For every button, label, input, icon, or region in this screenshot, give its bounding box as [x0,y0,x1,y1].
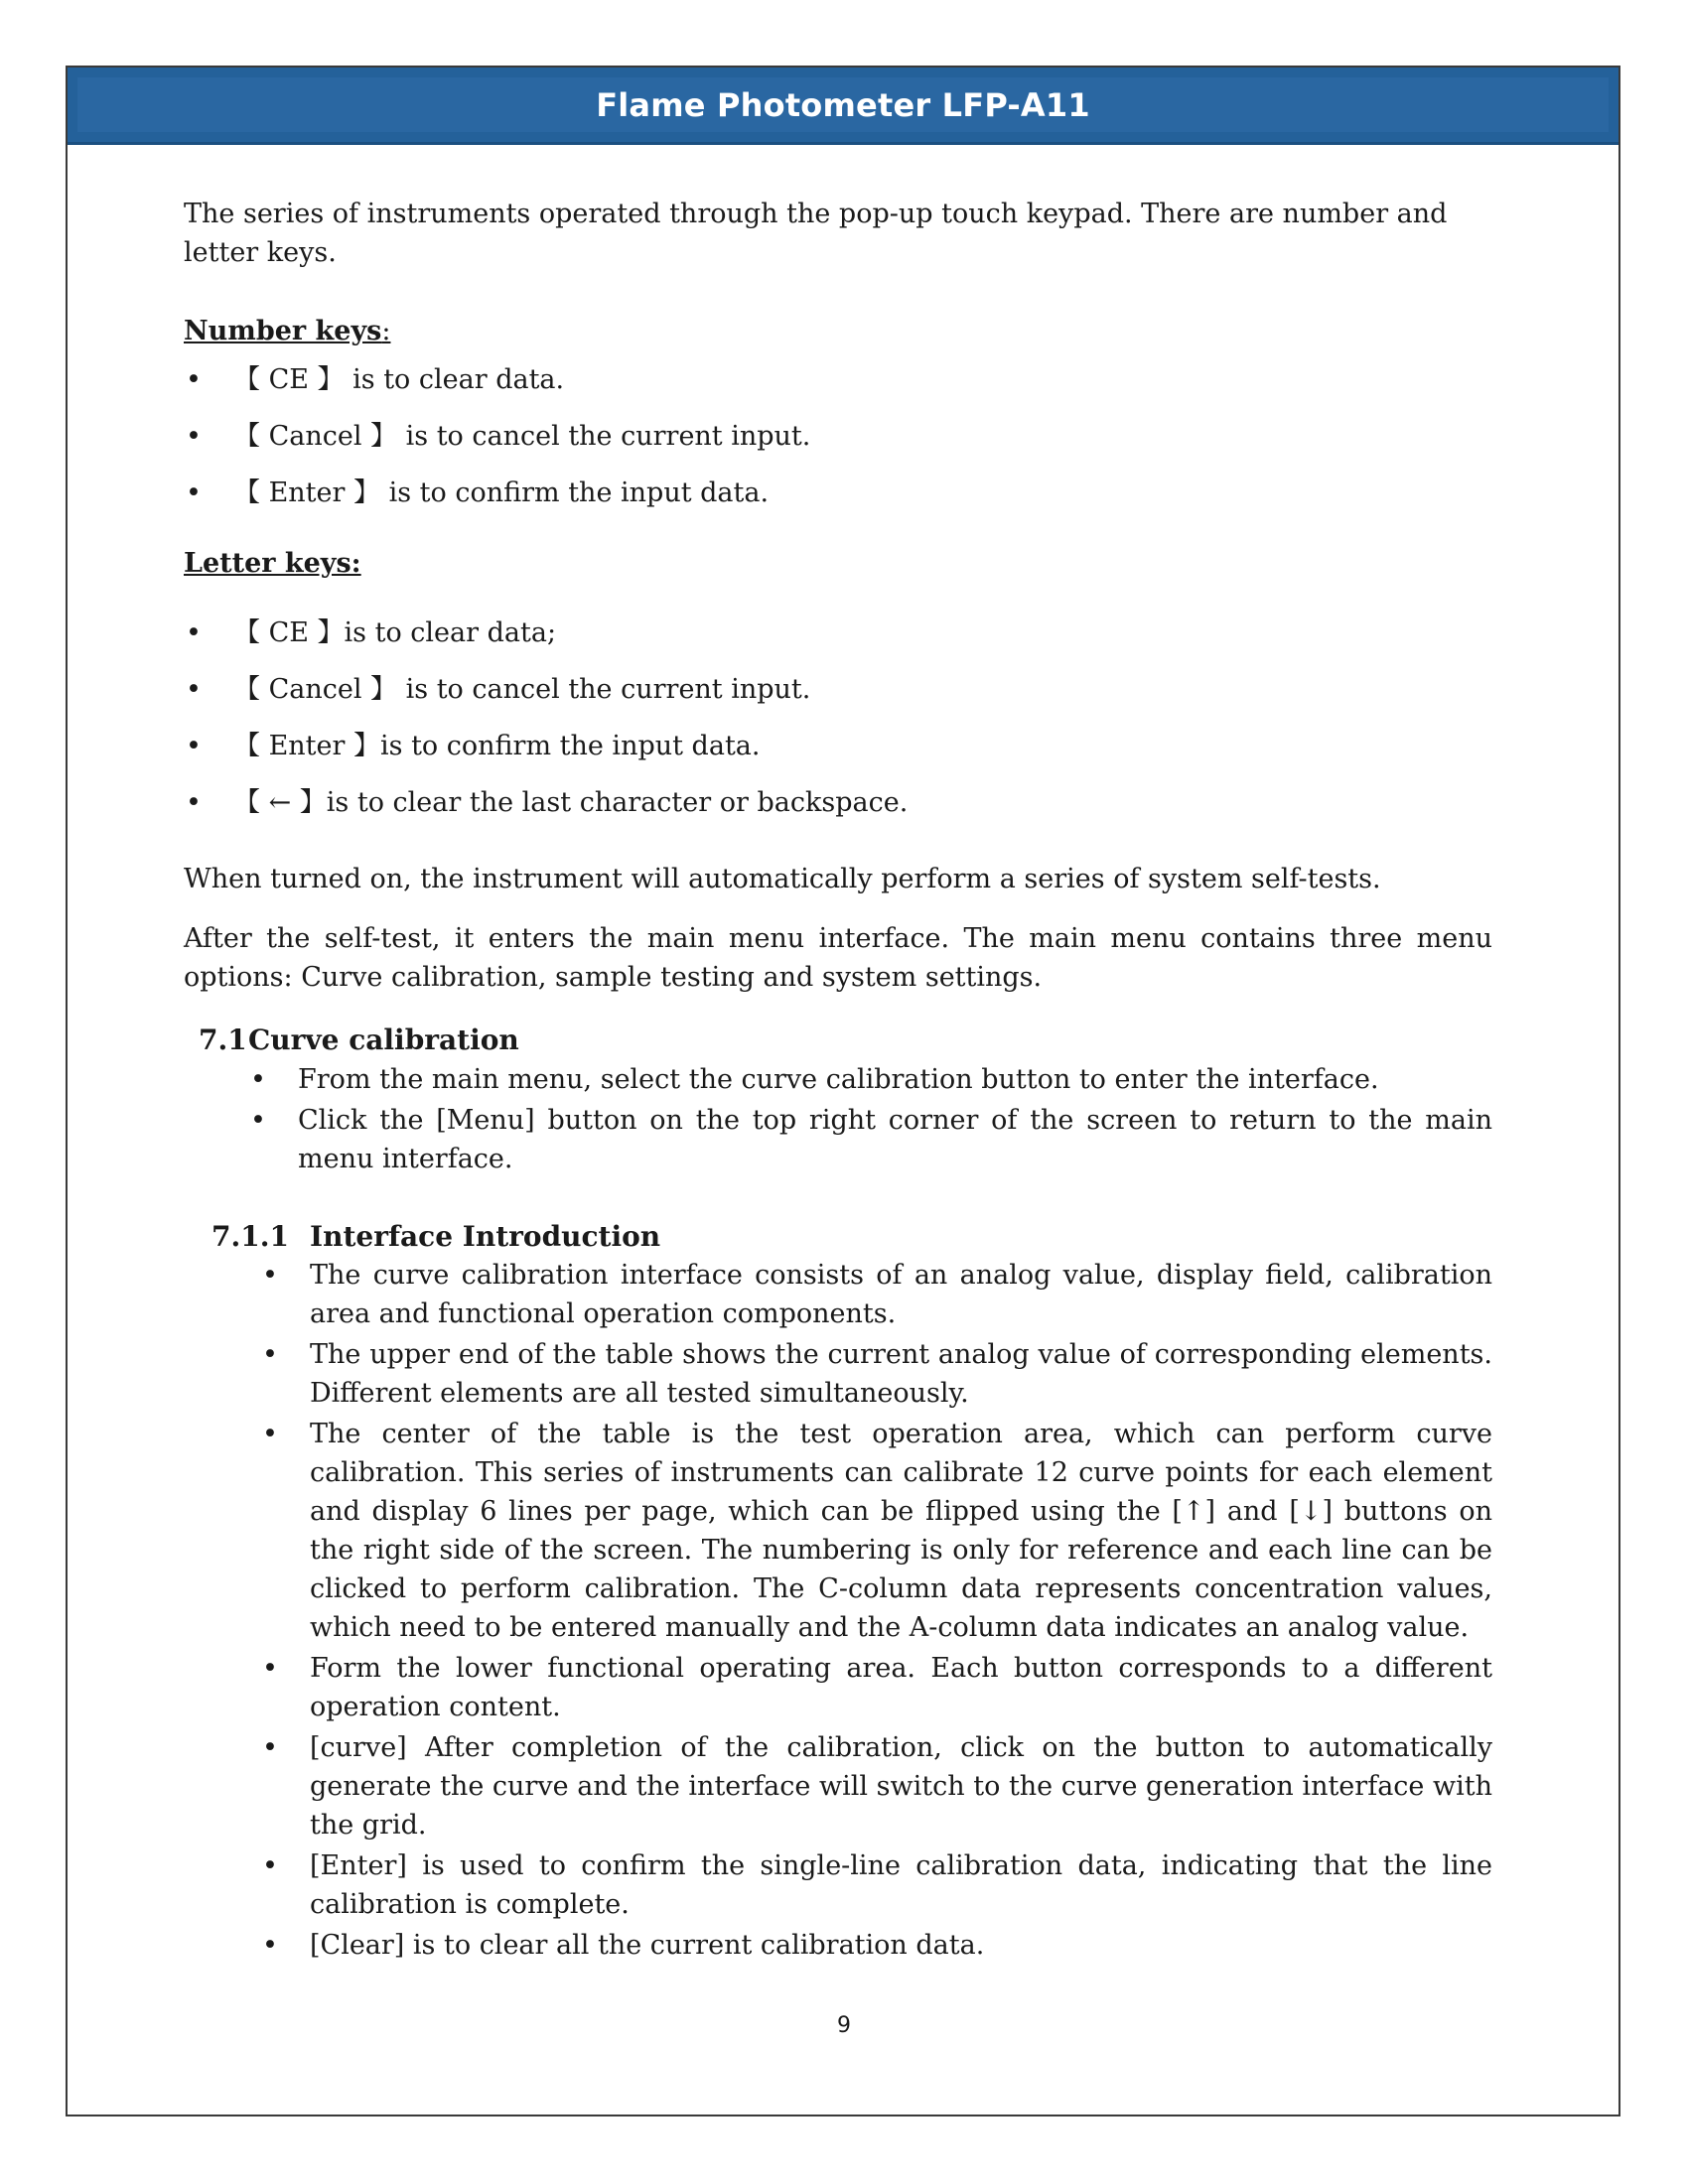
list-item: • [curve] After completion of the calibration, click on the button to automatically generate the curve and the interface will switch to the curve generation interface with the grid. [260,1728,1492,1844]
main-menu-paragraph: After the self-test, it enters the main menu interface. The main menu contains three menu options: Curve calibration, sample testing and system settings. [184,923,1492,993]
list-item: • [Clear] is to clear all the current calibration data. [260,1926,1492,1965]
list-item: • Form the lower functional operating area. Each button corresponds to a different operation content. [260,1649,1492,1726]
list-item: • 【 Cancel 】 is to cancel the current input. [184,417,1492,456]
power-on-paragraph: When turned on, the instrument will automatically perform a series of system self-tests. [184,864,1381,894]
number-keys-colon: : [381,316,391,346]
list-item: • 【 CE 】 is to clear data. [184,360,1492,399]
section-7-1-1-list [260,1256,1492,1967]
list-item: • The center of the table is the test operation area, which can perform curve calibration. This series of instruments can calibrate 12 curve points for each element and display 6 lines per page, which can be flipped using the [↑] and [↓] buttons on the right side of the screen. The numbering is only for reference and each line can be clicked to perform calibration. The C-column data represents concentration values, which need to be entered manually and the A-column data indicates an analog value. [260,1415,1492,1647]
number-keys-list [184,360,1492,530]
letter-keys-list [184,614,1492,840]
letter-keys-heading: Letter keys: [184,548,361,579]
list-item: • [Enter] is used to confirm the single-line calibration data, indicating that the line calibration is complete. [260,1846,1492,1924]
section-7-1-1-title: Interface Introduction [310,1220,661,1253]
list-item: • 【 Enter 】 is to confirm the input data. [184,474,1492,512]
list-item: • Click the [Menu] button on the top right corner of the screen to return to the main menu interface. [248,1101,1492,1178]
list-item: • The upper end of the table shows the current analog value of corresponding elements. Different elements are all tested simultaneously. [260,1335,1492,1413]
list-item: • 【 Cancel 】 is to cancel the current input. [184,670,1492,709]
list-item: • From the main menu, select the curve calibration button to enter the interface. [248,1060,1492,1099]
list-item: • The curve calibration interface consists of an analog value, display field, calibration area and functional operation components. [260,1256,1492,1333]
document-title: Flame Photometer LFP-A11 [596,85,1090,124]
page-number: 9 [837,2013,851,2038]
section-7-1-1-number: 7.1.1 [211,1220,289,1253]
section-7-1-title: Curve calibration [248,1024,519,1056]
section-7-1-list [248,1060,1492,1180]
number-keys-heading [184,312,390,350]
list-item: • 【 Enter 】is to confirm the input data. [184,727,1492,765]
intro-paragraph: The series of instruments operated through the pop-up touch keypad. There are number and letter keys. [184,199,1448,268]
section-7-1-number: 7.1 [199,1024,247,1056]
number-keys-heading-text: Number keys [184,316,382,346]
list-item: • 【 CE 】is to clear data; [184,614,1492,652]
list-item: • 【 ← 】is to clear the last character or backspace. [184,783,1492,822]
